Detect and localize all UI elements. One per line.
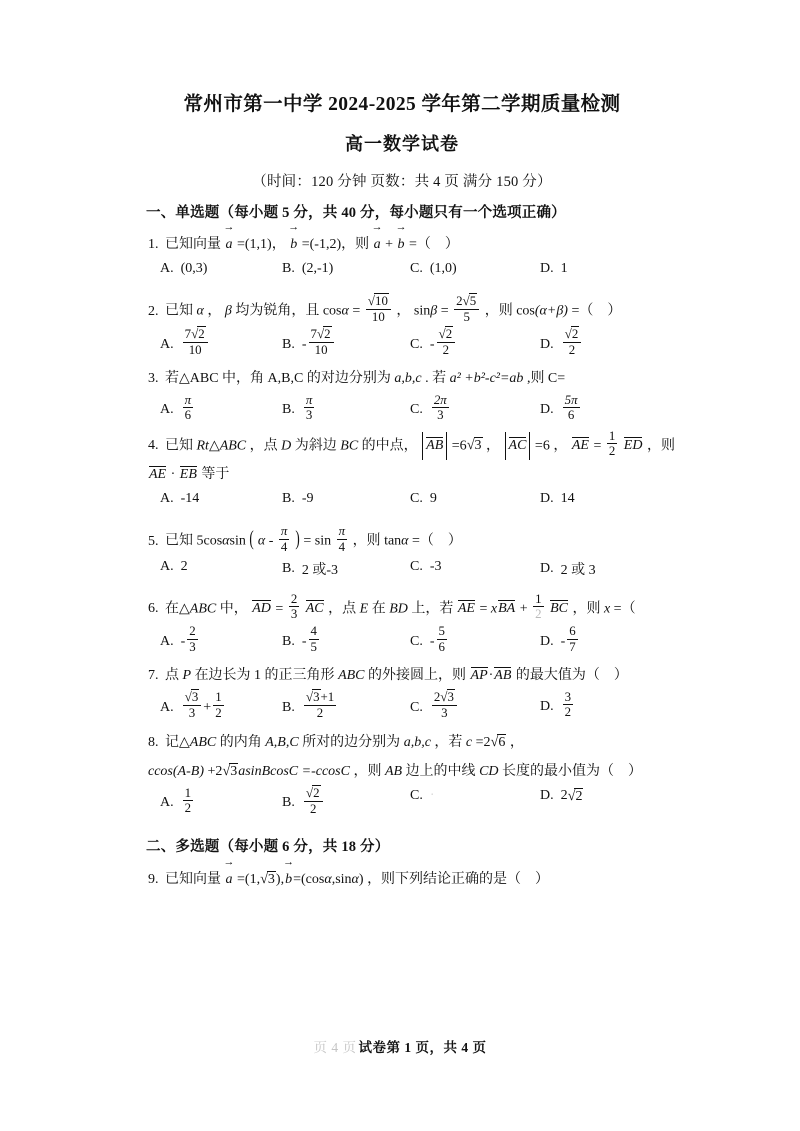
q4-option-d-value: 14 <box>560 491 575 507</box>
q6-option-c-value: $\frac{5}{6}$ <box>438 624 445 654</box>
footer-page-indicator: 试卷第 1 页，共 4 页 <box>358 1040 487 1055</box>
question-6-stem <box>148 591 666 625</box>
q2-option-a-value: $\frac{7√2}{10}$ <box>183 327 208 358</box>
q2-eq-1: = <box>352 303 361 319</box>
q1-option-b-label: B. <box>282 261 295 277</box>
q2-frac2-den: 5 <box>463 309 470 324</box>
q8-angles: A,B,C <box>265 734 299 750</box>
q5-option-a[interactable] <box>138 559 282 575</box>
q7-text-3: 的外接圆上，则 <box>368 668 467 684</box>
q6-option-d-sign: - <box>560 633 566 649</box>
q6-option-a[interactable] <box>138 626 282 657</box>
footer-ghost-text: 页 4 页 <box>313 1040 357 1055</box>
q4-point-d: D <box>281 438 292 454</box>
q1-text-4: =（ ） <box>409 237 459 253</box>
q8-line2-sqrt3: √3 <box>222 762 238 779</box>
page-subtitle: 高一数学试卷 <box>345 134 459 155</box>
q8-option-b-label: B. <box>282 795 295 811</box>
q3-option-c[interactable] <box>410 395 540 426</box>
question-1 <box>138 231 666 291</box>
q3-option-b[interactable] <box>282 395 410 426</box>
q8-text-3: 所对的边分别为 <box>302 734 401 750</box>
q9-a-value: (1, <box>244 871 261 887</box>
q4-eq-2: =6 <box>534 438 550 454</box>
q7-text-2: 在边长为 1 的正三角形 <box>194 668 335 684</box>
page-footer <box>0 1036 800 1056</box>
q6-option-d-value: $\frac{6}{7}$ <box>569 624 576 654</box>
q5-rhs-sin: sin <box>314 533 332 549</box>
q7-option-c-label: C. <box>410 699 423 715</box>
q4-text-3: 为斜边 <box>294 438 337 454</box>
q1-option-c[interactable] <box>410 261 540 277</box>
q8-option-c-label: C. <box>410 787 423 803</box>
q4-text-5: ， <box>486 438 501 454</box>
q6-text-1: 在△ <box>165 601 190 617</box>
q7-option-a-plus: + <box>203 699 212 715</box>
q5-option-d[interactable] <box>540 559 660 579</box>
q4-option-d-label: D. <box>540 491 554 507</box>
q1-option-d[interactable] <box>540 261 660 277</box>
q5-option-a-value: 2 <box>180 558 188 574</box>
question-2-number: 2. <box>148 303 159 319</box>
q8-text-5: ， <box>509 734 524 750</box>
q6-option-d-label: D. <box>540 633 554 649</box>
question-9 <box>138 865 666 894</box>
q8-option-b[interactable] <box>282 784 410 819</box>
q4-text-1: 已知 <box>165 438 193 454</box>
q7-point-p: P <box>182 668 192 684</box>
q4-text-4: 的中点， <box>361 438 418 454</box>
q4-text-6: ， <box>553 438 568 454</box>
q5-minus: - <box>268 533 274 549</box>
q2-text-1: 已知 <box>165 303 193 319</box>
q5-tan-alpha: α <box>401 533 409 549</box>
q6-option-b-value: $\frac{4}{5}$ <box>310 624 317 654</box>
q8-segment-ab: AB <box>384 763 403 779</box>
q2-fraction-2 <box>454 294 479 325</box>
q6-abc: ABC <box>189 601 217 617</box>
question-3 <box>138 365 666 426</box>
question-2-stem <box>148 293 666 327</box>
q8-option-c[interactable] <box>410 788 540 804</box>
q7-option-a-label: A. <box>160 699 174 715</box>
q2-option-a-label: A. <box>160 336 174 352</box>
q1-option-d-value: 1 <box>560 261 568 277</box>
q2-cos-sum: cos <box>516 303 535 319</box>
q4-triangle: Rt△ABC <box>196 438 247 454</box>
q9-vector-b: → b <box>285 866 292 894</box>
question-2 <box>138 293 666 360</box>
q2-option-d-label: D. <box>540 336 554 352</box>
q6-option-a-value: $\frac{2}{3}$ <box>189 624 196 654</box>
q7-option-c[interactable] <box>410 688 540 723</box>
q3-option-a[interactable] <box>138 395 282 426</box>
q6-option-a-sign: - <box>180 633 186 649</box>
q7-vector-ab: AB <box>494 668 512 684</box>
q4-option-c-value: 9 <box>429 491 437 507</box>
question-3-number: 3. <box>148 371 159 387</box>
q2-alpha: α <box>196 303 204 319</box>
q6-text-3: ，点 <box>328 601 357 617</box>
question-9-number: 9. <box>148 871 159 887</box>
q6-option-b[interactable] <box>282 626 410 657</box>
question-4-number: 4. <box>148 438 159 454</box>
question-5 <box>138 526 666 589</box>
q4-text-7: ，则 <box>646 438 675 454</box>
q4-eq-3: = <box>593 438 602 454</box>
q2-fraction-1 <box>366 294 391 325</box>
q2-option-b-value: $\frac{7√2}{10}$ <box>309 327 334 358</box>
q6-option-a-label: A. <box>160 633 174 649</box>
q8-line2-text: ，则 <box>353 763 382 779</box>
q7-dot: · <box>488 668 494 684</box>
q4-option-b[interactable] <box>282 491 410 507</box>
q7-vector-ap: AP <box>470 668 488 684</box>
question-3-stem <box>148 365 666 393</box>
q9-alpha-2: α <box>351 871 359 887</box>
q7-text-1: 点 <box>165 668 179 684</box>
q2-beta: β <box>224 303 232 319</box>
question-4-stem-line2 <box>148 461 666 489</box>
q2-tail: =（ ） <box>571 303 622 319</box>
q4-text-8: 等于 <box>201 467 230 483</box>
q4-vector-eb: EB <box>179 467 197 483</box>
q6-option-c-label: C. <box>410 633 423 649</box>
q2-option-c-value: $\frac{√2}{2}$ <box>437 327 456 358</box>
q1-vector-a2: → a <box>374 231 381 259</box>
q3-option-a-value: $\frac{\pi}{6}$ <box>184 393 192 423</box>
q5-paren-open: ( <box>249 525 255 550</box>
q1-option-d-label: D. <box>540 261 554 277</box>
q4-option-a-value: -14 <box>180 491 200 507</box>
q4-option-d[interactable] <box>540 491 660 507</box>
q9-vector-a: → a <box>226 866 233 894</box>
q6-text-5: 上，若 <box>411 601 454 617</box>
q8-median-cd: CD <box>479 763 499 779</box>
q8-line2-pre: ccos <box>148 763 173 779</box>
q5-sin: sin <box>229 533 246 549</box>
q9-comma: , <box>280 871 285 887</box>
question-8-stem-line2 <box>148 757 666 786</box>
q5-tan: tan <box>384 533 402 549</box>
q5-option-c[interactable] <box>410 559 540 575</box>
q9-comma-2: ,sin <box>331 871 352 887</box>
q6-option-b-sign: - <box>301 633 307 649</box>
q8-option-a-label: A. <box>160 795 174 811</box>
q8-line2-text-3: 长度的最小值为（ ） <box>502 763 643 779</box>
question-7-options <box>138 688 666 723</box>
q1-option-a-value: (0,3) <box>180 261 208 277</box>
q4-abs-ab: AB <box>422 432 447 460</box>
q2-cos: cos <box>322 303 342 319</box>
q2-text-2: ， <box>207 303 222 319</box>
q9-text-2: ，则下列结论正确的是（ ） <box>367 871 550 887</box>
q4-segment-bc: BC <box>340 438 359 454</box>
q6-text-6: ，则 <box>572 601 601 617</box>
q2-frac1-den: 10 <box>371 309 385 324</box>
q1-option-c-label: C. <box>410 261 423 277</box>
q5-option-d-value: 2 或 3 <box>560 562 596 578</box>
q7-option-a-frac2: $\frac{1}{2}$ <box>215 690 222 720</box>
q1-option-b[interactable] <box>282 261 410 277</box>
q3-option-b-value: $\frac{\pi}{3}$ <box>305 393 313 423</box>
q6-x-unknown: x <box>603 601 611 617</box>
q2-alpha-2: α <box>341 303 349 319</box>
q8-option-d-coef: 2 <box>560 788 568 804</box>
q4-eq-1: =6 <box>451 438 467 454</box>
q8-option-a[interactable] <box>138 785 282 819</box>
q5-eq: = <box>303 533 312 549</box>
q4-option-b-label: B. <box>282 491 295 507</box>
q9-sqrt-3: √3 <box>260 870 275 887</box>
q9-a-close: ) <box>275 871 281 887</box>
q6-point-e: E <box>359 601 369 617</box>
q6-fraction-2: $\frac{1}{2}$ <box>535 591 542 622</box>
q2-beta-2: β <box>430 303 438 319</box>
q9-text-1: 已知向量 <box>165 871 221 887</box>
q8-sides: a,b,c <box>403 734 431 750</box>
q5-option-a-label: A. <box>160 558 174 574</box>
q2-frac1-num: √10 <box>366 294 391 310</box>
q8-line2-eq: =-ccosC <box>301 763 350 779</box>
q3-sides: a,b,c <box>394 371 422 387</box>
q5-text-1: 已知 <box>165 533 193 549</box>
question-5-stem <box>148 526 666 557</box>
q7-option-d-value: $\frac{3}{2}$ <box>564 689 572 720</box>
q7-option-a-frac1: $\frac{√3}{3}$ <box>183 690 202 721</box>
q7-option-d-label: D. <box>540 699 554 715</box>
q2-option-a[interactable] <box>138 326 282 360</box>
q1-vector-b2: → b <box>398 231 405 259</box>
q7-abc: ABC <box>338 668 365 684</box>
q6-vector-bc: BC <box>550 601 568 617</box>
q1-vector-b: → b <box>290 231 297 259</box>
question-4 <box>138 428 675 522</box>
q8-option-b-value: $\frac{√2}{2}$ <box>304 786 323 817</box>
q7-option-b[interactable] <box>282 688 410 723</box>
q3-text-3: ,则 C= <box>526 371 566 387</box>
q1-option-a-label: A. <box>160 261 174 277</box>
q6-option-c[interactable] <box>410 626 540 657</box>
q5-option-b-value: 2 或-3 <box>301 562 339 578</box>
q5-arg-alpha: α <box>257 533 266 549</box>
exam-content <box>138 92 675 899</box>
q6-vector-ad: AD <box>252 601 271 617</box>
q1-plus: + <box>385 237 394 253</box>
q6-fraction-1: $\frac{2}{3}$ <box>290 591 298 622</box>
q8-line2-arg: (A-B) <box>172 763 204 779</box>
q3-option-c-label: C. <box>410 402 423 418</box>
q1-option-a[interactable] <box>138 261 282 277</box>
q4-vector-ae-2: AE <box>149 467 167 483</box>
q9-close: ) <box>358 871 364 887</box>
question-8-options <box>138 784 666 819</box>
q8-text-2: 的内角 <box>219 734 262 750</box>
q4-option-c-label: C. <box>410 491 423 507</box>
q3-expression: a² +b²-c²=ab <box>449 371 524 387</box>
q6-option-c-sign: - <box>429 633 435 649</box>
q8-eq: =2 <box>475 734 491 750</box>
q4-dot-product: · <box>170 467 176 483</box>
q6-text-2: 中， <box>219 601 248 617</box>
q2-text-3: 均为锐角，且 <box>235 303 320 319</box>
q1-option-b-value: (2,-1) <box>301 261 334 277</box>
question-6 <box>138 591 666 657</box>
q5-option-c-label: C. <box>410 558 423 574</box>
question-9-stem <box>148 865 666 894</box>
q1-option-c-value: (1,0) <box>429 261 457 277</box>
q4-text-2: ，点 <box>249 438 278 454</box>
q7-option-b-label: B. <box>282 699 295 715</box>
q8-text-1: 记△ <box>165 734 190 750</box>
q9-eq-2: =(cos <box>293 871 325 887</box>
question-1-number: 1. <box>148 237 159 253</box>
q4-vector-ed: ED <box>623 438 643 454</box>
q5-option-b-label: B. <box>282 560 295 576</box>
q9-alpha: α <box>324 871 332 887</box>
q3-text-2: . 若 <box>425 371 447 387</box>
q1-text-1: 已知向量 <box>165 237 221 253</box>
q7-option-b-value: $\frac{√3+1}{2}$ <box>305 688 335 720</box>
q3-option-c-value: $\frac{2\pi}{3}$ <box>433 393 447 423</box>
q5-alpha: α <box>222 533 230 549</box>
q2-cos-sum-arg: (α+β) <box>534 303 568 319</box>
q9-eq-1: = <box>237 871 245 887</box>
q4-option-a[interactable] <box>138 491 282 507</box>
q3-option-a-label: A. <box>160 402 174 418</box>
q4-option-c[interactable] <box>410 491 540 507</box>
q7-text-4: 的最大值为（ ） <box>515 668 628 684</box>
q2-sin: sin <box>413 303 431 319</box>
q4-option-b-value: -9 <box>301 491 314 507</box>
q6-option-d[interactable] <box>540 626 660 657</box>
q8-sqrt-6: √6 <box>490 733 506 750</box>
question-4-options <box>138 491 666 521</box>
q2-frac2-num: 2√5 <box>454 294 479 310</box>
q8-abc: ABC <box>189 734 217 750</box>
q8-option-c-value: · <box>429 787 435 803</box>
q8-option-d[interactable] <box>540 788 660 805</box>
q7-option-d[interactable] <box>540 689 660 723</box>
question-8-number: 8. <box>148 734 159 750</box>
q3-option-d-value: $\frac{5\pi}{6}$ <box>564 393 578 423</box>
q2-option-d[interactable] <box>540 326 660 360</box>
q4-option-a-label: A. <box>160 491 174 507</box>
q5-expr-1: 5cos <box>196 533 223 549</box>
q6-x-coefficient: x <box>490 601 498 617</box>
exam-meta-line: （时间：120 分钟 页数：共 4 页 满分 150 分） <box>252 174 552 191</box>
q8-option-a-value: $\frac{1}{2}$ <box>184 785 192 816</box>
q2-text-4: ， <box>396 303 411 319</box>
q6-vector-ac: AC <box>305 601 324 617</box>
q8-line2-mid: asinBcosC <box>238 763 299 779</box>
q8-option-d-sqrt: √2 <box>567 787 583 804</box>
q5-text-2: ，则 <box>352 533 381 549</box>
q2-eq-2: = <box>440 303 449 319</box>
question-5-options <box>138 559 666 589</box>
q5-paren-close: ) <box>295 525 300 550</box>
q3-text-1: 若△ABC 中，角 A,B,C 的对边分别为 <box>165 371 391 387</box>
q4-fraction-half: $\frac{1}{2}$ <box>608 428 616 458</box>
q2-option-c-sign: - <box>429 336 435 352</box>
q8-text-4: ，若 <box>434 734 463 750</box>
q2-option-b-label: B. <box>282 336 295 352</box>
q2-option-b-sign: - <box>301 336 307 352</box>
page-title: 常州市第一中学 2024-2025 学年第二学期质量检测 <box>183 94 621 115</box>
q5-fraction-arg: $\frac{\pi}{4}$ <box>280 524 288 554</box>
q1-vector-a: → a <box>226 231 233 259</box>
q2-option-c-label: C. <box>410 336 423 352</box>
q5-tail: =（ ） <box>412 533 462 549</box>
q8-line2-plus: +2 <box>207 763 223 779</box>
q6-text-4: 在 <box>371 601 386 617</box>
question-2-options <box>138 326 666 360</box>
q5-option-b[interactable] <box>282 559 410 579</box>
question-8 <box>138 728 666 819</box>
q3-option-d[interactable] <box>540 395 660 426</box>
q2-option-d-value: $\frac{√2}{2}$ <box>563 327 582 358</box>
question-1-options <box>138 261 666 291</box>
question-1-stem <box>148 231 666 259</box>
question-7-number: 7. <box>148 668 159 684</box>
q7-option-a[interactable] <box>138 688 282 723</box>
question-4-stem <box>148 428 675 462</box>
q8-side-c: c <box>465 734 473 750</box>
q6-option-b-label: B. <box>282 633 295 649</box>
q8-line2-text-2: 边上的中线 <box>405 763 476 779</box>
q3-option-b-label: B. <box>282 402 295 418</box>
q6-eq-2: = <box>479 601 488 617</box>
question-7 <box>138 662 666 723</box>
question-6-options <box>138 626 666 657</box>
q8-option-d-label: D. <box>540 788 554 804</box>
q6-vector-ae: AE <box>457 601 475 617</box>
q7-option-c-value: $\frac{2√3}{3}$ <box>432 690 457 721</box>
q2-text-5: ，则 <box>484 303 513 319</box>
section-heading-multi-choice: 二、多选题（每小题 6 分，共 18 分） <box>146 838 390 855</box>
question-6-number: 6. <box>148 601 159 617</box>
q6-eq-1: = <box>275 601 284 617</box>
q6-vector-ba: BA <box>498 601 516 617</box>
q6-plus: + <box>519 601 528 617</box>
q1-text-2: =(1,1)， <box>237 237 286 253</box>
q3-option-d-label: D. <box>540 402 554 418</box>
section-heading-single-choice: 一、单选题（每小题 5 分，共 40 分，每小题只有一个选项正确） <box>146 205 566 222</box>
q5-option-c-value: -3 <box>429 558 442 574</box>
q2-option-c[interactable] <box>410 326 540 360</box>
q1-text-3: =(-1,2)，则 <box>301 237 370 253</box>
question-8-stem <box>148 728 666 757</box>
q5-fraction-rhs: $\frac{\pi}{4}$ <box>338 524 346 554</box>
q5-option-d-label: D. <box>540 560 554 576</box>
q2-option-b[interactable] <box>282 326 410 360</box>
q6-segment-bd: BD <box>389 601 408 617</box>
q4-abs-ac: AC <box>505 432 531 460</box>
q6-tail: =（ <box>613 601 636 617</box>
question-7-stem <box>148 662 666 690</box>
question-3-options <box>138 395 666 426</box>
question-5-number: 5. <box>148 533 159 549</box>
q4-vector-ae: AE <box>571 438 589 454</box>
q4-sqrt-3: √3 <box>466 437 482 454</box>
